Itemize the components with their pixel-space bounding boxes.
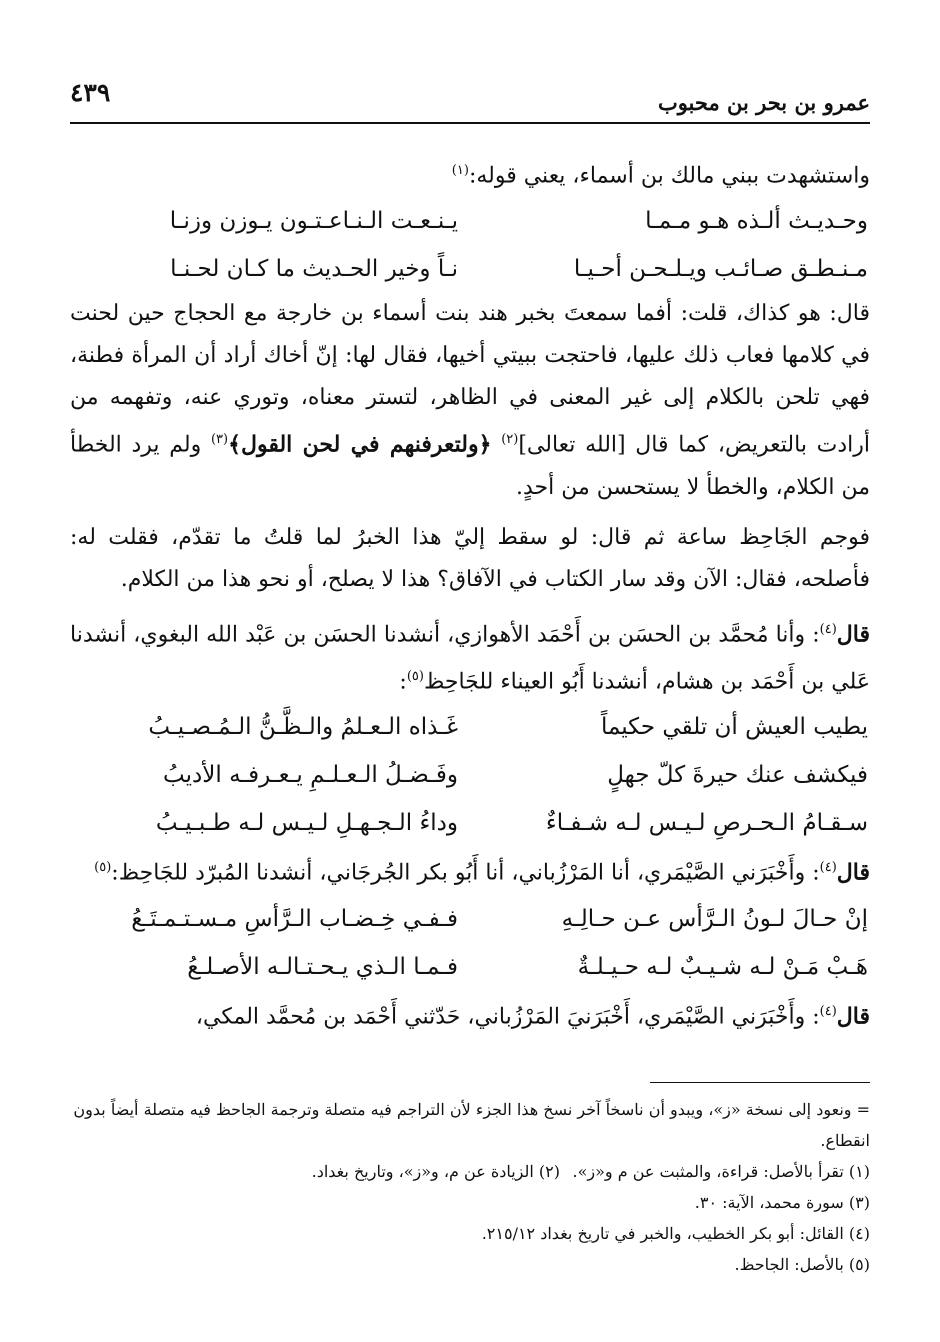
paragraph-text: : وأَخْبَرَني الصَّيْمَري، أَخْبَرَنيَ المَرْزُباني، حَدّثني أَحْمَد بن مُحمَّد المكي، (195, 1003, 820, 1029)
paragraph-isnad-3 (70, 991, 870, 1038)
paragraph-text: قال: هو كذاك، قلت: أفما سمعتَ بخبر هند بنت أسماء بن خارجة مع الحجاج حين لحنت في كلامها فعاب ذلك عليها، فاحتجت ببيتي أخيها، فقال لها: إنّ أخاك أراد أن المرأة فطنة، فهي تلحن بالكلام إلى غير المعنى في الظاهر، لتستر معناه، وتوري عنه، وتفهمه من أرادت بالتعريض، كما قال [الله تعالى] (70, 301, 871, 458)
paragraph-text: : وأَخْبَرَني الصَّيْمَري، أنا المَرْزُباني، أنا أَبُو بكر الجُرجَاني، أنشدنا المُبرّد للجَاحِظ: (111, 860, 820, 886)
hemistich: فيكشف عنك حيرةَ كلّ جهلٍ (607, 762, 868, 789)
verse-line (70, 751, 870, 799)
poem-1 (70, 197, 870, 293)
footnote-3: (٣) سورة محمد، الآية: ٣٠. (694, 1193, 870, 1212)
footnote-ref: (٤) (819, 860, 837, 876)
running-title: عمرو بن بحر بن محبوب (657, 90, 870, 115)
verse-line (70, 245, 870, 293)
hemistich: هَـبْ مَـنْ لـه شـيـبٌ لـه حـيـلـةٌ (577, 953, 868, 980)
hemistich: فـمـا الـذي يـحـتـالـه الأصـلـعُ (187, 953, 458, 980)
poem-2 (70, 703, 870, 847)
paragraph-text: ولم يرد الخطأ من الكلام، والخطأ لا يستحسن من أحدٍ. (70, 432, 870, 500)
hemistich: مـنـطـق صـائـب ويـلـحـن أحـيـا (573, 256, 868, 283)
footnote-1: (١) تقرأ بالأصل: قراءة، والمثبت عن م و«ز». (572, 1162, 870, 1181)
paragraph-hind (70, 293, 870, 508)
hemistich: وداءُ الـجـهـلِ لـيـس لـه طـبـيـبُ (155, 810, 458, 837)
header-rule (70, 122, 870, 124)
paragraph-isnad-2 (70, 847, 870, 894)
footnote-row (70, 1156, 870, 1187)
paragraph-jahiz: فوجم الجَاحِظ ساعة ثم قال: لو سقط إليّ هذا الخبرُ لما قلتُ ما تقدّم، فقلت له: فأصلحه، فقال: الآن وقد سار الكتاب في الآفاق؟ هذا لا يصلح، أو نحو هذا من الكلام. (70, 524, 870, 592)
footnote-ref: (٤) (819, 1003, 837, 1019)
hemistich: إنْ حـالَ لـونُ الـرَّأس عـن حـالِـهِ (561, 905, 868, 932)
quran-quote: ﴿ولتعرفنهم في لحن القول﴾ (228, 431, 492, 458)
hemistich: فـفـي خِـضـاب الـرَّأسِ مـسـتـمـتَـعُ (131, 905, 458, 932)
footnote-continuation: = ونعود إلى نسخة «ز»، ويبدو أن ناسخاً آخر نسخ هذا الجزء لأن التراجم فيه متصلة وترجمة الجاحظ فيه متصلة أيضاً بدون انقطاع. (73, 1100, 870, 1150)
paragraph-text: : وأنا مُحمَّد بن الحسَن بن أَحْمَد الأهوازي، أنشدنا الحسَن بن عَبْد الله البغوي، أنشدنا عَلي بن أَحْمَد بن هشام، أنشدنا أَبُو العيناء للجَاحِظ (70, 621, 870, 695)
footnote-4: (٤) القائل: أبو بكر الخطيب، والخبر في تاريخ بغداد ٢١٥/١٢. (481, 1224, 870, 1243)
hemistich: نـاً وخير الحـديث ما كـان لحـنـا (170, 256, 458, 283)
verse-line (70, 703, 870, 751)
footnote-ref: (١) (451, 163, 469, 178)
hemistich: وحـديـث ألـذه هـو مـمـا (645, 208, 868, 235)
main-text (70, 150, 870, 1038)
verse-line (70, 895, 870, 943)
qala-label: قال (836, 620, 870, 647)
paragraph-intro (70, 150, 870, 197)
verse-line (70, 799, 870, 847)
footnote-2: (٢) الزيادة عن م، و«ز»، وتاريخ بغداد. (311, 1162, 560, 1181)
poem-3 (70, 895, 870, 991)
footnote-ref: (٥) (94, 860, 112, 876)
hemistich: سـقـامُ الـحـرصِ لـيـس لـه شـفـاءٌ (545, 810, 868, 837)
verse-line (70, 197, 870, 245)
hemistich: يطيب العيش أن تلقي حكيماً (600, 714, 868, 741)
page-number: ٤٣٩ (70, 78, 111, 107)
footnote-5: (٥) بالأصل: الجاحظ. (734, 1255, 870, 1274)
footnote-ref: (٥) (406, 668, 424, 684)
hemistich: وفَـضـلُ الـعـلـمِ يـعـرفـه الأديبُ (163, 762, 458, 789)
footnote-ref: (٣) (210, 432, 229, 448)
hemistich: غَـذاه الـعـلمُ والـظَّـنُّ الـمُـصـيـبُ (148, 714, 458, 741)
punctuation: : (399, 669, 407, 695)
hemistich: يـنـعـت الـنـاعـتـون يـوزن وزنـا (169, 208, 458, 235)
footnote-ref: (٤) (819, 621, 837, 637)
footnote-rule (650, 1082, 870, 1083)
footnotes (70, 1094, 870, 1280)
qala-label: قال (836, 859, 870, 886)
paragraph-isnad-1 (70, 609, 870, 704)
paragraph-text: واستشهدت ببني مالك بن أسماء، يعني قوله: (468, 163, 870, 189)
verse-line (70, 943, 870, 991)
page-header (70, 78, 870, 128)
qala-label: قال (836, 1002, 870, 1029)
footnote-ref: (٢) (501, 432, 519, 448)
